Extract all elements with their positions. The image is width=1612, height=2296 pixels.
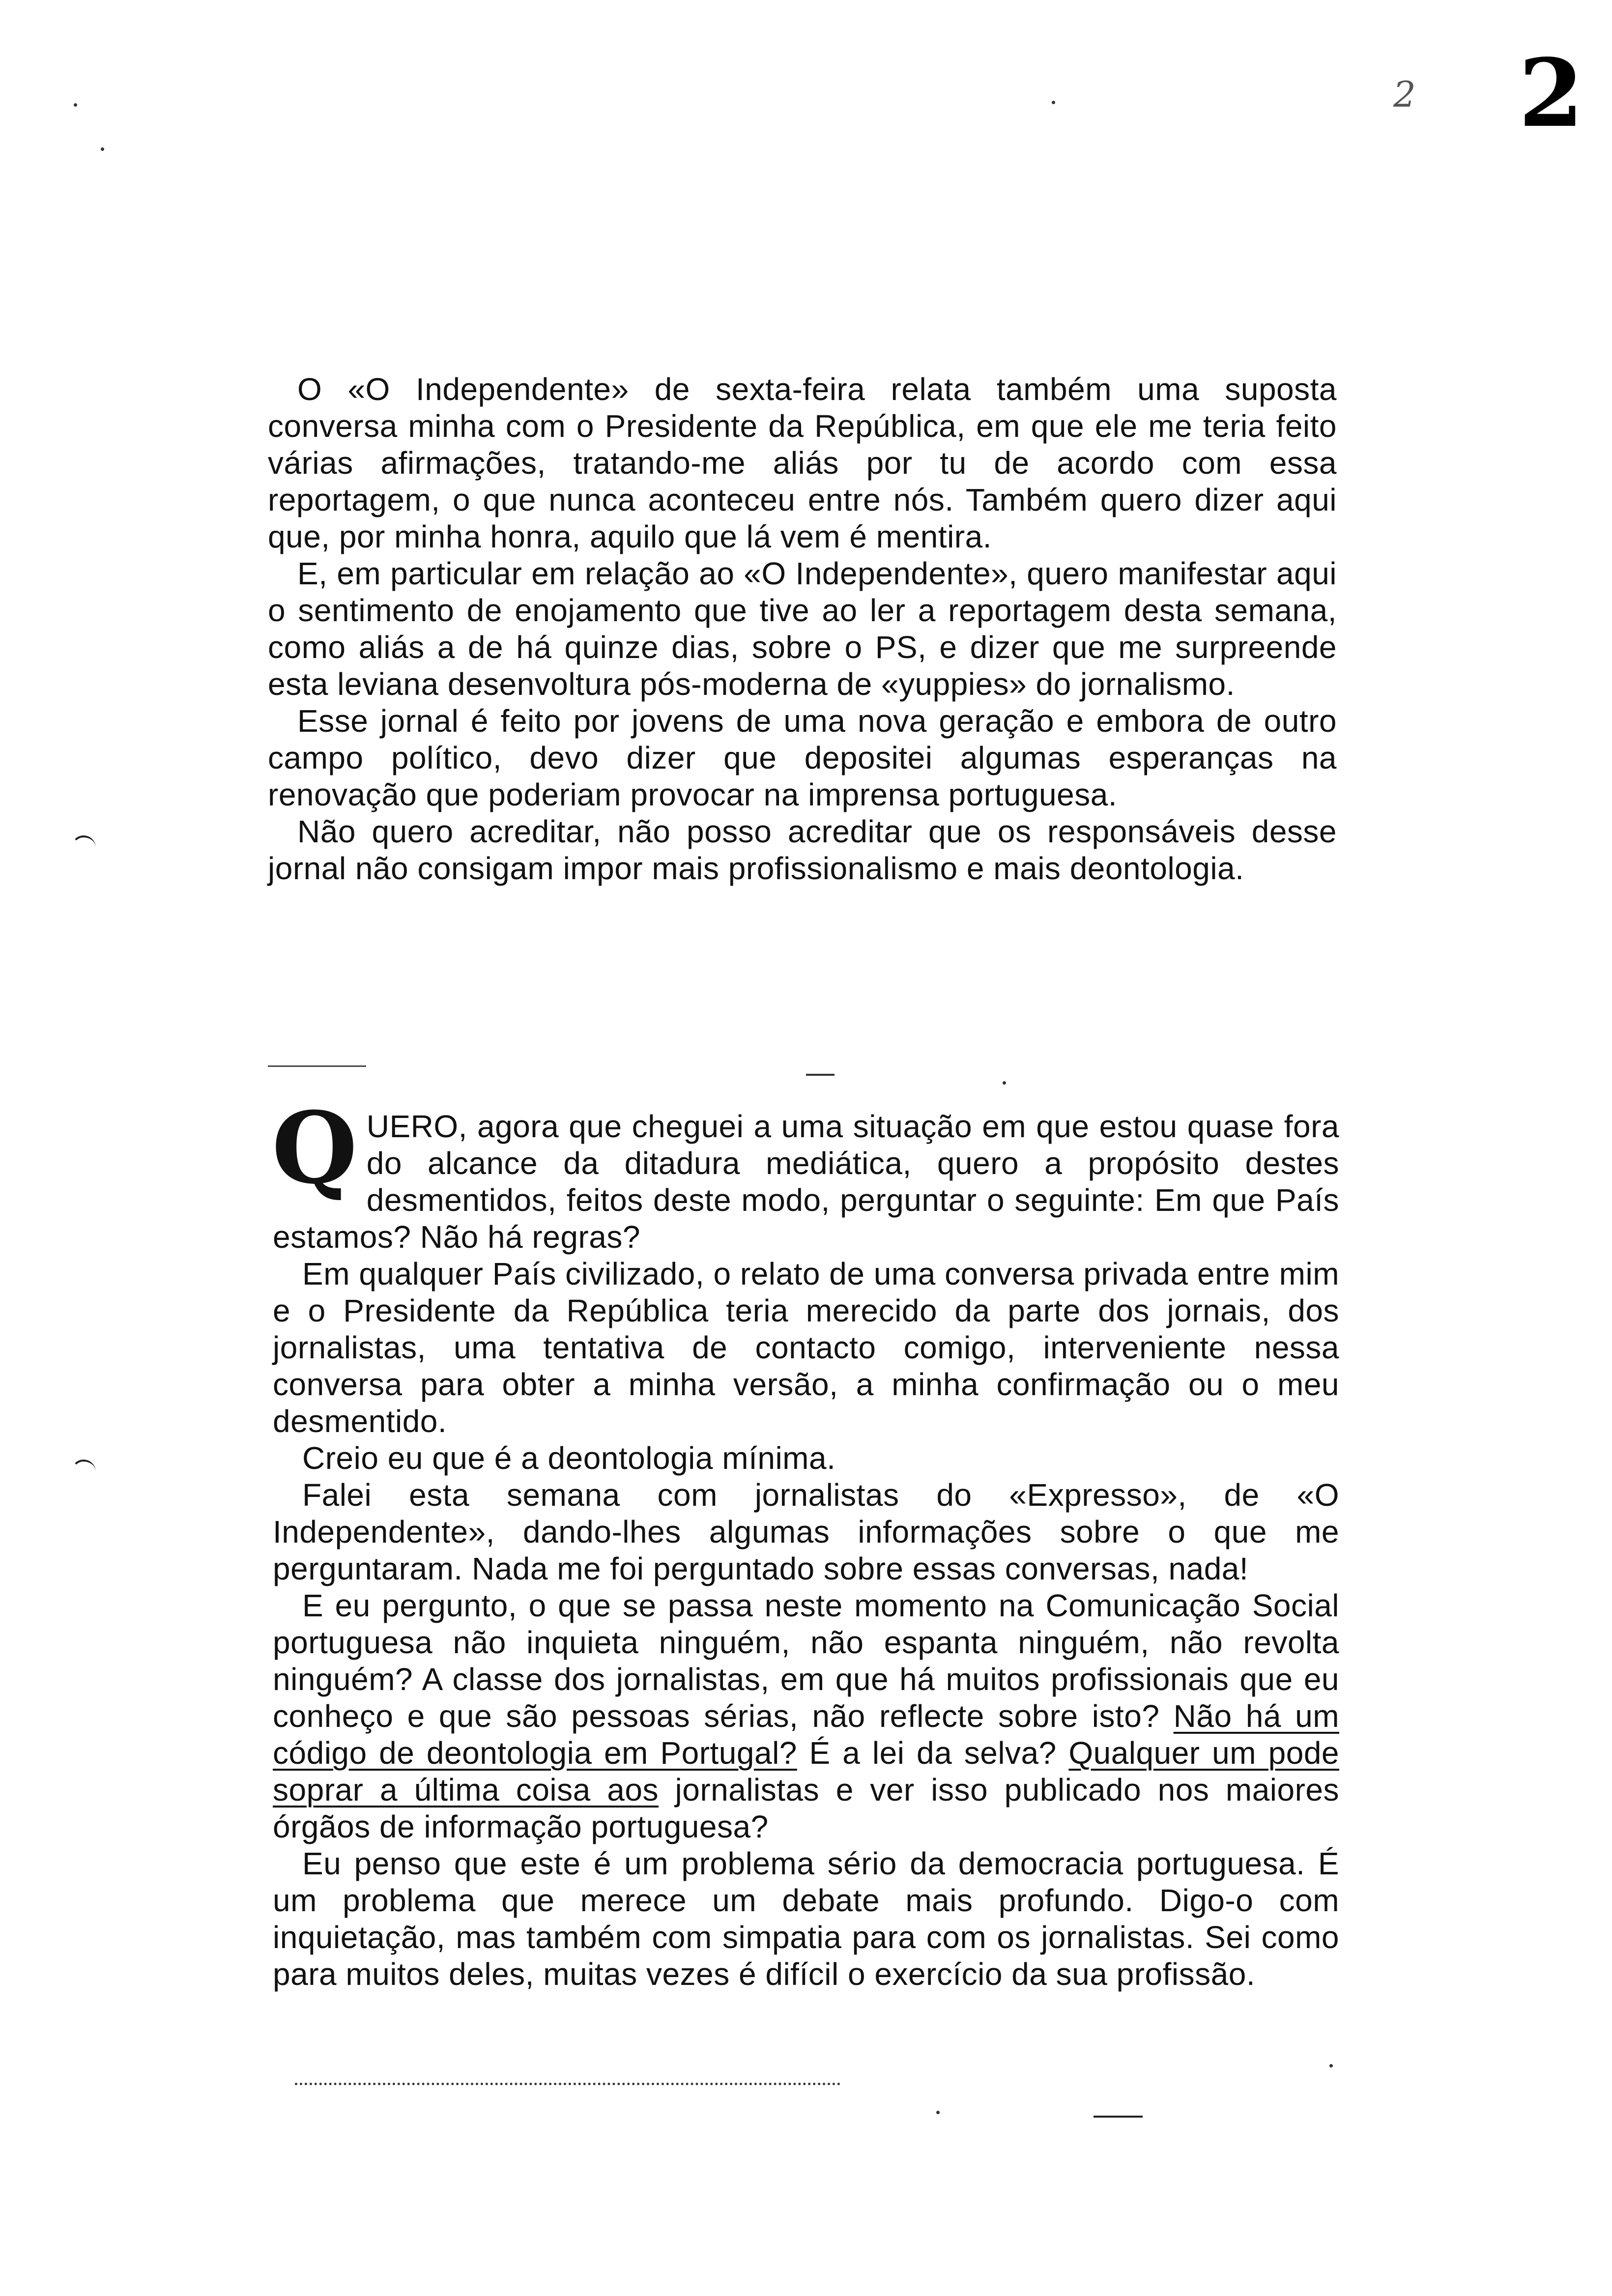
closing-paragraph: Eu penso que este é um problema sério da democracia portuguesa. É um problema que merece um debate mais profundo. Digo-o com inquietação, mas também com simpatia para com os jornalistas. Sei como para muitos deles, muitas vezes é difícil o exercício da sua profissão. (273, 1846, 1339, 1992)
scan-speck (1329, 2064, 1333, 2067)
scan-speck (1003, 1081, 1006, 1085)
stamped-page-number: 2 (1519, 38, 1584, 148)
paragraph: Falei esta semana com jornalistas do «Expresso», de «O Independente», dando-lhes algumas informações sobre o que me perguntaram. Nada me foi perguntado sobre essas conversas, nada! (273, 1477, 1339, 1586)
underlined-phrase: Qualquer um pode soprar a última coisa aos (273, 1735, 1340, 1808)
bottom-text-section (272, 1091, 1340, 1993)
scan-speck (936, 2111, 940, 2114)
section-divider-mark (806, 1074, 835, 1076)
margin-bracket-mark (71, 835, 96, 860)
paragraph: Não quero acreditar, não posso acreditar que os responsáveis desse jornal não consigam impor mais profissionalismo e mais deontologia. (268, 814, 1337, 886)
paragraph: Em qualquer País civilizado, o relato de uma conversa privada entre mim e o Presidente da República teria merecido da parte dos jornais, dos jornalistas, uma tentativa de contacto comigo, interveniente nessa conversa para obter a minha versão, a minha confirmação ou o meu desmentido. (273, 1256, 1339, 1439)
section-divider (268, 1065, 366, 1067)
paragraph: O «O Independente» de sexta-feira relata também uma suposta conversa minha com o Presidente da República, em que ele me teria feito várias afirmações, tratando-me aliás por tu de acordo com essa reportagem, o que nunca aconteceu entre nós. Também quero dizer aqui que, por minha honra, aquilo que lá vem é mentira. (268, 372, 1337, 554)
paragraph: Esse jornal é feito por jovens de uma nova geração e embora de outro campo político, devo dizer que depositei algumas esperanças na renovação que poderiam provocar na imprensa portuguesa. (268, 703, 1337, 812)
bottom-dash-mark (1094, 2116, 1143, 2118)
dotted-scan-line (295, 2083, 840, 2085)
paragraph: E, em particular em relação ao «O Independente», quero manifestar aqui o sentimento de enojamento que tive ao ler a reportagem desta semana, como aliás a de há quinze dias, sobre o PS, e dizer que me surpreende esta leviana desenvoltura pós-moderna de «yuppies» do jornalismo. (268, 556, 1337, 702)
handwritten-page-number: 2 (1393, 74, 1416, 115)
lead-paragraph (272, 1091, 1339, 1256)
question-paragraph (273, 1587, 1339, 1845)
scan-speck (101, 147, 104, 151)
top-text-section (268, 371, 1337, 887)
question-text-start: E eu pergunto, o que se passa neste momento na Comunicação Social portuguesa não inquieta ninguém, não espanta ninguém, não revolta ninguém? A classe dos jornalistas, em que há muitos profissionais que eu conheço e que são pessoas sérias, não reflecte sobre isto? (273, 1588, 1339, 1734)
lead-text: UERO, agora que cheguei a uma situação em que estou quase fora do alcance da ditadura mediática, quero a propósito destes desmentidos, feitos deste modo, perguntar o seguinte: Em que País estamos? Não há regras? (273, 1109, 1339, 1255)
underlined-question: Não há um código de deontologia em Portugal? (273, 1698, 1339, 1771)
question-text-end: jornalistas e ver isso publicado nos maiores órgãos de informação portuguesa? (273, 1772, 1340, 1844)
paragraph: Creio eu que é a deontologia mínima. (302, 1440, 836, 1476)
drop-cap: Q (272, 1091, 358, 1206)
scan-speck (74, 103, 77, 107)
question-text-middle: É a lei da selva? (797, 1735, 1069, 1771)
margin-bracket-mark (71, 1460, 96, 1484)
scan-speck (1052, 101, 1055, 104)
